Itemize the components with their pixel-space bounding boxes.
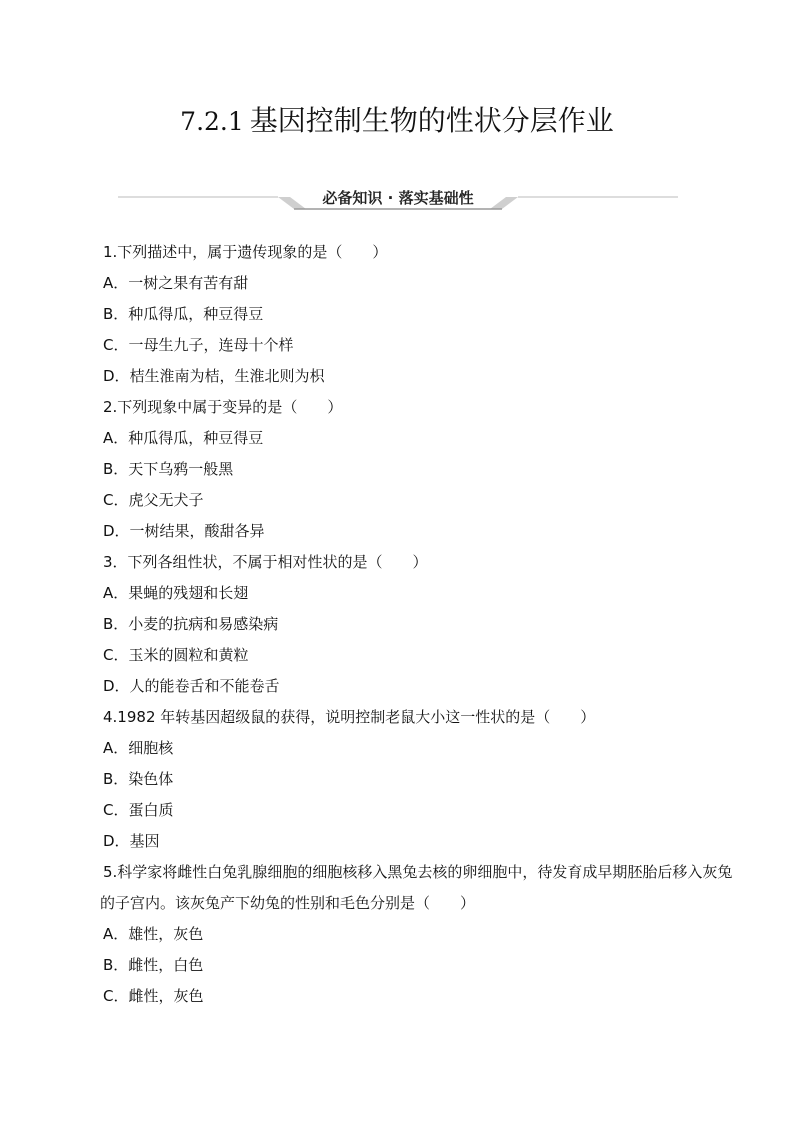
question-5-option-b: B．雌性，白色 <box>103 956 204 974</box>
section-banner <box>118 183 678 213</box>
question-5-stem: 5.科学家将雌性白兔乳腺细胞的细胞核移入黑兔去核的卵细胞中，待发育成早期胚胎后移入灰兔的子宫内。该灰兔产下幼兔的性别和毛色分别是（ ） <box>100 863 733 912</box>
question-4-option-a: A．细胞核 <box>103 739 174 757</box>
question-2-option-c: C．虎父无犬子 <box>103 491 204 509</box>
question-4-option-c: C．蛋白质 <box>103 801 174 819</box>
question-2-stem: 2.下列现象中属于变异的是（ ） <box>103 398 343 416</box>
question-1-option-d: D．桔生淮南为桔，生淮北则为枳 <box>103 367 325 385</box>
question-2-option-b: B．天下乌鸦一般黑 <box>103 460 234 478</box>
question-3-option-a: A．果蝇的残翅和长翅 <box>103 584 249 602</box>
question-1-option-a: A．一树之果有苦有甜 <box>103 274 249 292</box>
question-list <box>100 237 740 1012</box>
question-4-stem: 4.1982 年转基因超级鼠的获得，说明控制老鼠大小这一性状的是（ ） <box>103 708 596 726</box>
question-4-option-b: B．染色体 <box>103 770 174 788</box>
question-3-option-b: B．小麦的抗病和易感染病 <box>103 615 279 633</box>
question-3-stem: 3．下列各组性状，不属于相对性状的是（ ） <box>103 553 428 571</box>
question-1-option-c: C．一母生九子，连母十个样 <box>103 336 294 354</box>
lesson-number: 7.2.1 <box>180 107 244 136</box>
section-label: 必备知识 · 落实基础性 <box>322 189 474 207</box>
question-4-option-d: D．基因 <box>103 832 160 850</box>
question-3-option-d: D．人的能卷舌和不能卷舌 <box>103 677 280 695</box>
question-5-option-c: C．雌性，灰色 <box>103 987 204 1005</box>
question-1-stem: 1.下列描述中，属于遗传现象的是（ ） <box>103 243 388 261</box>
question-2-option-d: D．一树结果，酸甜各异 <box>103 522 265 540</box>
question-1-option-b: B．种瓜得瓜，种豆得豆 <box>103 305 264 323</box>
lesson-title: 基因控制生物的性状分层作业 <box>249 104 614 137</box>
page-title <box>0 96 794 150</box>
question-2-option-a: A．种瓜得瓜，种豆得豆 <box>103 429 264 447</box>
question-3-option-c: C．玉米的圆粒和黄粒 <box>103 646 249 664</box>
question-5-option-a: A．雄性，灰色 <box>103 925 204 943</box>
